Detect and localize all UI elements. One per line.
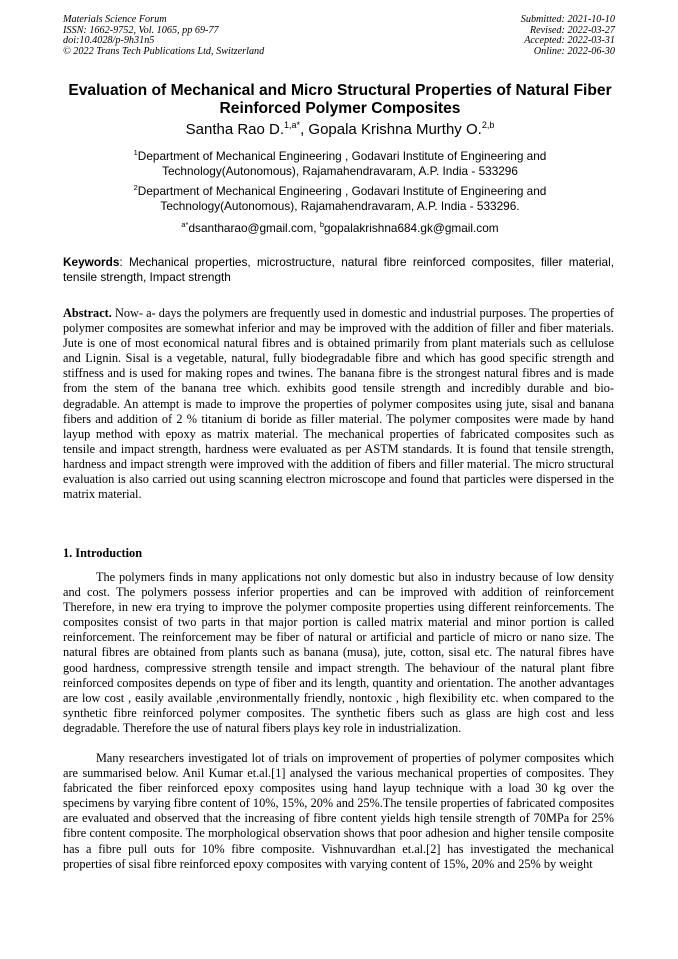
keywords-text: : Mechanical properties, microstructure, natural fibre reinforced composites, filler material, tensile strength, Impact strength (63, 255, 614, 284)
publication-dates (521, 15, 615, 57)
abstract-label: Abstract. (63, 306, 112, 320)
email-separator: , (313, 221, 320, 235)
affiliation-1 (80, 149, 600, 179)
submitted-date: Submitted: 2021-10-10 (520, 14, 615, 25)
email-sup: b (319, 220, 324, 229)
keywords-label: Keywords (63, 255, 120, 269)
section-heading-introduction: 1. Introduction (63, 546, 143, 560)
revised-date: Revised: 2022-03-27 (529, 24, 615, 36)
journal-doi: doi:10.4028/p-9h31n5 (63, 35, 155, 47)
journal-copyright: © 2022 Trans Tech Publications Ltd, Switzerland (63, 45, 265, 57)
author-sup: 1,a* (284, 120, 301, 130)
paper-title: Evaluation of Mechanical and Micro Structural Properties of Natural Fiber Reinforced Polymer Composites (68, 82, 612, 117)
author-sup: 2,b (481, 120, 495, 130)
email-link[interactable]: gopalakrishna684.gk@gmail.com (323, 221, 499, 235)
author-name: Santha Rao D. (185, 121, 285, 138)
affiliation-sup: 2 (133, 183, 138, 192)
abstract-text: Now- a- days the polymers are frequently used in domestic and industrial purposes. The properties of polymer composites are somewhat inferior and may be improved with the addition of filler and fiber materials. Jute is one of most economical natural fibres and is obtained primarily from plant materials such as cellulose and Lignin. Sisal is a vegetable, natural, fully biodegradable fibre and which has good specific strength and stiffness and is used for making ropes and twines. The banana fibre is the strongest natural fibres and is made from the stem of the banana tree which. exhibits good tensile strength and incredibly durable and bio-degradable. An attempt is made to improve the properties of polymer composites using jute, sisal and banana fibers and addition of 2 % titanium di boride as filler material. The polymer composites were made by hand layup method with epoxy as matrix material. The mechanical properties of fabricated composites such as tensile and impact strength, hardness were evaluated as per ASTM standards. It is found that tensile strength, hardness and impact strength were improved with the addition of fibers and filler material. The micro structural evaluation is also carried out using scanning electron microscope and found that particles were dispersed in the matrix material. (63, 306, 614, 502)
affiliation-text: Department of Mechanical Engineering , Godavari Institute of Engineering and Technology(Autonomous), Rajamahendravaram, A.P. India - 533296 (137, 149, 547, 178)
online-date: Online: 2022-06-30 (533, 45, 615, 57)
author-separator: , (300, 121, 309, 138)
author-emails (80, 221, 600, 236)
affiliation-sup: 1 (133, 148, 138, 157)
author-name: Gopala Krishna Murthy O. (308, 121, 482, 138)
body-paragraph: Many researchers investigated lot of trials on improvement of properties of polymer composites which are summarised below. Anil Kumar et.al.[1] analysed the various mechanical properties of composites. They fabricated the fiber reinforced epoxy composites using hand layup technique with a load 30 kg over the specimens by varying fibre content of 10%, 15%, 20% and 25%.The tensile properties of fabricated composites are evaluated and observed that the increasing of fibre content yields high tensile strength of 70MPa for 25% fibre content composite. The morphological observation shows that poor adhesion and higher tensile composite has a fibre pull outs for 10% fibre composite. Vishnuvardhan et.al.[2] has investigated the mechanical properties of sisal fibre reinforced epoxy composites with varying content of 15%, 20% and 25% by weight (63, 751, 614, 871)
affiliation-text: Department of Mechanical Engineering , Godavari Institute of Engineering and Technology(Autonomous), Rajamahendravaram, A.P. India - 533296. (137, 184, 547, 213)
journal-issn: ISSN: 1662-9752, Vol. 1065, pp 69-77 (63, 24, 219, 36)
accepted-date: Accepted: 2022-03-31 (524, 35, 615, 47)
author-list (60, 121, 620, 139)
email-sup: a* (181, 220, 189, 229)
body-paragraph: The polymers finds in many applications not only domestic but also in industry because of low density and cost. The polymers possess inferior properties and can be improved with addition of reinforcement Therefore, in new era trying to improve the polymer composite properties using different reinforcements. The composites consist of two parts in that major portion is called matrix material and minor portion is called reinforcement. The reinforcement may be fiber of natural or artificial and particle of micro or nano size. The natural fibres are obtained from plants such as banana (musa), jute, cotton, sisal etc. The natural fibres have good hardness, compressive strength tensile and impact strength. The behaviour of the natural plant fibre reinforced composites depends on type of fiber and its length, quantity and orientation. The another advantages are low cost , easily available ,environmentally friendly, nontoxic , high flexibility etc. when compared to the synthetic fibre reinforced polymer composites. The synthetic fibers such as glass are high cost and less degradable. Therefore the use of natural fibers plays key role in industrialization. (63, 570, 614, 735)
affiliation-2 (80, 184, 600, 214)
email-link[interactable]: dsantharao@gmail.com (188, 221, 314, 235)
journal-name: Materials Science Forum (63, 14, 167, 25)
journal-info (63, 15, 264, 57)
keywords (63, 255, 614, 285)
abstract (63, 306, 614, 502)
